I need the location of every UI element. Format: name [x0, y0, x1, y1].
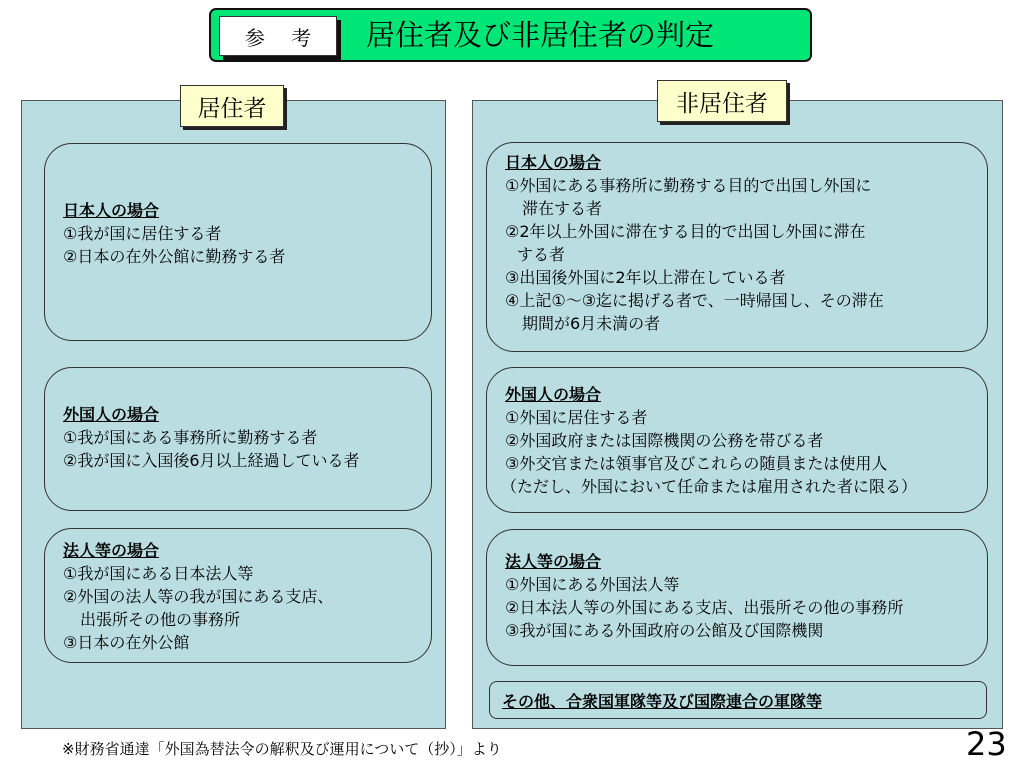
list-item: 出張所その他の事務所 — [80, 610, 241, 629]
page-number: 23 — [966, 725, 1007, 763]
list-item: ③出国後外国に2年以上滞在している者 — [505, 268, 786, 287]
list-item: ①外国に居住する者 — [505, 408, 648, 427]
card-title: 法人等の場合 — [63, 541, 160, 560]
list-item: 滞在する者 — [522, 199, 603, 218]
nonresident-label: 非居住者 — [657, 80, 787, 122]
nonresident-foreign-card — [486, 367, 988, 513]
list-item: ①外国にある外国法人等 — [505, 575, 680, 594]
resident-japanese-card — [44, 143, 432, 341]
list-item: ①我が国に居住する者 — [63, 224, 222, 243]
card-title: 外国人の場合 — [505, 385, 602, 404]
list-item: ②日本の在外公館に勤務する者 — [63, 247, 286, 266]
list-item: ②我が国に入国後6月以上経過している者 — [63, 451, 360, 470]
reference-tag: 参 考 — [219, 16, 337, 56]
list-item: ②2年以上外国に滞在する目的で出国し外国に滞在 — [505, 222, 866, 241]
title-banner — [209, 8, 812, 62]
resident-corporate-card — [44, 528, 432, 663]
list-item: ②日本法人等の外国にある支店、出張所その他の事務所 — [505, 598, 904, 617]
card-title: 日本人の場合 — [505, 153, 602, 172]
list-item: ③日本の在外公館 — [63, 633, 190, 652]
list-item: ④上記①～③迄に掲げる者で、一時帰国し、その滞在 — [505, 291, 884, 310]
list-item: ①外国にある事務所に勤務する目的で出国し外国に — [505, 176, 872, 195]
list-item: ③我が国にある外国政府の公館及び国際機関 — [505, 621, 824, 640]
list-item: 期間が6月未満の者 — [522, 314, 661, 333]
list-item: （ただし、外国において任命または雇用された者に限る） — [501, 477, 918, 496]
list-item: ①我が国にある事務所に勤務する者 — [63, 428, 318, 447]
nonresident-corporate-card — [486, 529, 988, 666]
page-title: 居住者及び非居住者の判定 — [366, 18, 715, 52]
card-title: 外国人の場合 — [63, 405, 160, 424]
list-item: する者 — [517, 245, 566, 264]
resident-label: 居住者 — [180, 85, 284, 127]
list-item: ②外国政府または国際機関の公務を帯びる者 — [505, 431, 824, 450]
nonresident-japanese-card — [486, 142, 988, 352]
list-item: ②外国の法人等の我が国にある支店、 — [63, 587, 334, 606]
source-footnote: ※財務省通達「外国為替法令の解釈及び運用について（抄）」より — [62, 740, 502, 758]
list-item: ①我が国にある日本法人等 — [63, 564, 254, 583]
resident-foreign-card — [44, 367, 432, 511]
nonresident-other-box: その他、合衆国軍隊等及び国際連合の軍隊等 — [489, 681, 987, 719]
list-item: ③外交官または領事官及びこれらの随員または使用人 — [505, 454, 888, 473]
card-title: 日本人の場合 — [63, 201, 160, 220]
card-title: 法人等の場合 — [505, 552, 602, 571]
